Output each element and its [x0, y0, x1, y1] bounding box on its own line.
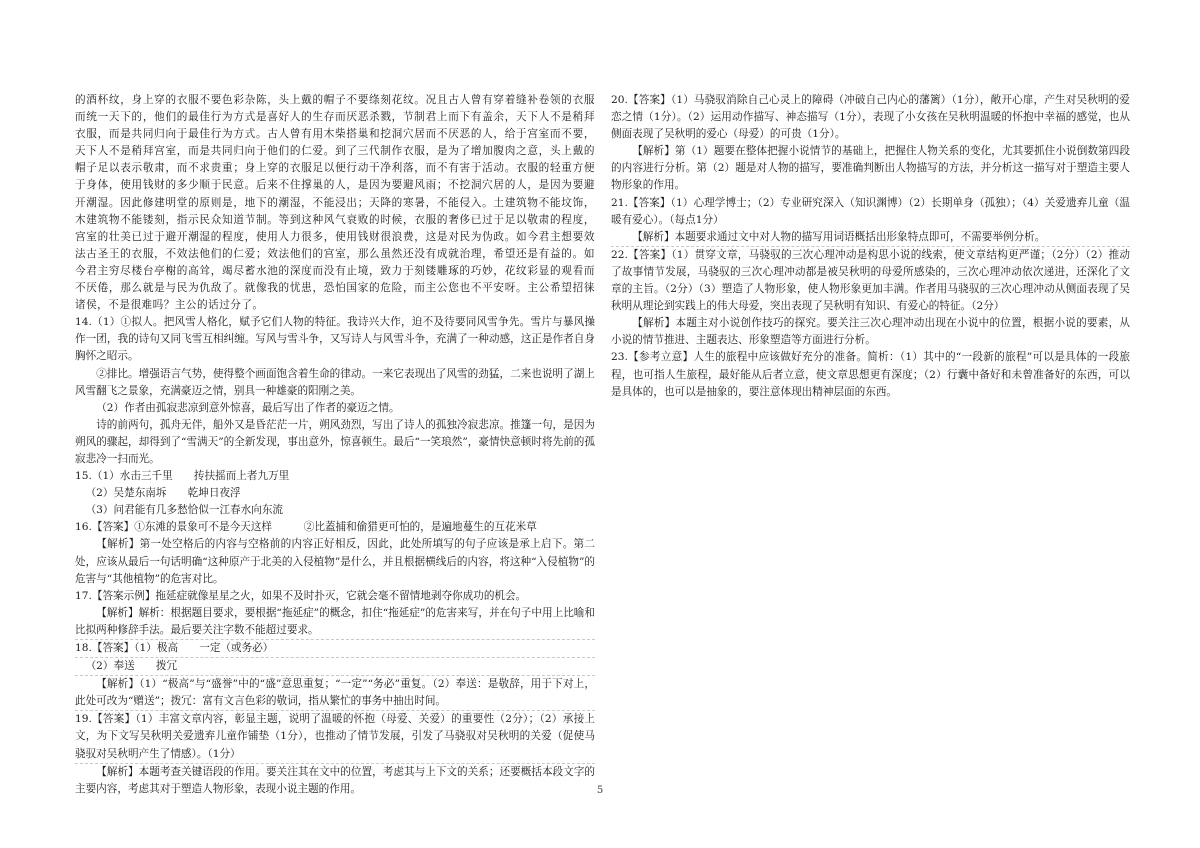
page-number: 5 [596, 785, 604, 796]
answer-14-item-1: 14.（1）①拟人。把风雪人格化，赋予它们人物的特征。我诗兴大作，迫不及待要同风雪争先。雪片与暴风操作一团，我的诗句又同飞雪互相纠缠。写风与雪斗争，又写诗人与风雪斗争，充满了一种动感，这正是作者自身胸怀之昭示。 [75, 316, 595, 363]
left-column [75, 92, 595, 798]
analysis-22: 【解析】本题主对小说创作技巧的探究。要关注三次心理冲动出现在小说中的位置，根据小说的要素，从小说的情节推进、主题表达、形象塑造等方面进行分析。 [611, 317, 1130, 347]
analysis-19: 【解析】本题考查关键语段的作用。要关注其在文中的位置，考虑其与上下文的关系；还要概括本段文字的主要内容，考虑其对于塑造人物形象，表现小说主题的作用。 [75, 765, 595, 795]
answer-21: 21.【答案】（1）心理学博士；（2）专业研究深入（知识渊博）（2）长期单身（孤独）；（4）关爱遗弃儿童（温暖有爱心）。（每点1分） [611, 196, 1130, 226]
answer-18-part-1: 18.【答案】（1）极高 一定（或务必） [75, 640, 595, 658]
answer-19: 19.【答案】（1）丰富文章内容，彰显主题，说明了温暖的怀抱（母爱、关爱）的重要性（2分）；（2）承接上文，为下文写吴秋明关爱遗弃儿童作铺垫（1分），也推动了情节发展，引发了马骁驭对吴秋明的关爱（促使马骁驭对吴秋明产生了情感）。（1分） [75, 711, 595, 763]
answer-22: 22.【答案】（1）贯穿文章，马骁驭的三次心理冲动是构思小说的线索，使文章结构更严谨；（2分）（2）推动了故事情节发展，马骁驭的三次心理冲动都是被吴秋明的母爱所感染的，三次心理冲动依次递进，还深化了文章的主旨。（2分）（3）塑造了人物形象，使人物形象更加丰满。作者用马骁驭的三次心理冲动从侧面表现了吴秋明从理论到实践上的伟大母爱，突出表现了吴秋明有知识、有爱心的特征。（2分） [611, 248, 1130, 313]
answer-14-part-2: （2）作者由孤寂悲凉到意外惊喜，最后写出了作者的豪迈之情。 [96, 401, 400, 414]
answer-14-analysis: 诗的前两句，孤舟无伴，船外又是昏茫茫一片，朔风劲烈，写出了诗人的孤独冷寂悲凉。推篷一句，是因为朔风的骤起，却得到了“雪满天”的全新发现，事出意外，惊喜顿生。最后“一笑琅然”，豪情快意顿时将先前的孤寂悲冷一扫而光。 [75, 418, 595, 465]
answer-16: 16.【答案】①东滩的景象可不是今天这样 ②比蓋捕和偷猎更可怕的，是遍地蔓生的互花米草 [75, 521, 537, 534]
answer-15-item-3: （3）问君能有几多愁恰似一江春水向东流 [85, 504, 284, 517]
answer-14-item-2: ②排比。增强语言气势，使得整个画面饱含着生命的律动。一来它表现出了风雪的劲猛，二来也说明了湖上风雪翻飞之景象，充满豪迈之情，别具一种雄豪的阳刚之美。 [75, 367, 595, 397]
answer-20: 20.【答案】（1）马骁驭消除自己心灵上的障碍（冲破自己内心的藩篱）（1分），敞开心扉，产生对吴秋明的爱恋之情（1分）。（2）运用动作描写、神态描写（1分），表现了小女孩在吴秋明温暖的怀抱中幸福的感觉，也从侧面表现了吴秋明的爱心（母爱）的可贵（1分）。 [611, 94, 1130, 141]
analysis-18: 【解析】（1）“极高”与“盛誉”中的“盛”意思重复；“一定”“务必”重复。（2）奉送：是敬辞，用于下对上，此处可改为“赠送”；拨冗：富有文言色彩的敬词，指从繁忙的事务中抽出时间。 [75, 676, 595, 711]
answer-15-item-2: （2）吴楚东南坼 乾坤日夜浮 [85, 487, 241, 500]
translation-paragraph: 的酒杯纹，身上穿的衣服不要色彩杂陈，头上戴的帽子不要绦刻花纹。况且古人曾有穿着缝补卷领的衣服而统一天下的，他们的最佳行为方式是喜好人的生存而厌恶杀戮，节制君上而下有盖余，天下人不是稍拜衣服，而是共同归向于最佳行为方式。古人曾有用木柴搭巢和挖洞穴居而不厌恶的人，给于宫室而不要，天下人不是稍拜宫室，而是共同归向于他们的仁爱。到了三代制作衣服，是为了增加腹肉之意，头上戴的帽子足以表示敬肃，而不求贵重；身上穿的衣服足以便行动干净利落，而不有害于活动。衣服的轻重方便于身体，使用钱财的多少顺于民意。后来不住撑巢的人，是因为要避风雨；不挖洞穴居的人，是因为要避开潮湿。因此修建明堂的原则是，地下的潮湿，不能浸出；天降的寒暑，不能侵入。土建筑物不能坟饰，木建筑物不能镂刻，指示民众知道节制。等到这种风气衰败的时候，衣服的奢侈已过于足以敬肃的程度，宫室的壮美已过于避开潮湿的程度，使用人力很多，使用钱财很浪费，这是对民为伪政。如今君主想要效法古圣王的衣服，不效法他们的仁爱；效法他们的宫室，那么虽然还没有成就治理，希望还是有益的。如今君主穷尽楼台亭榭的高耸，竭尽蓄水池的深度而没有止境，致力于刻镂雕琢的巧妙，花纹彩显的观看而不厌倦，那么就是与民为仇敌了。就像我的忧患，恐怕国家的危险，而主公您也不平安呀。主公希望招徕诸侯，不是很难吗？主公的话过分了。 [75, 94, 595, 312]
right-column [611, 92, 1130, 401]
answer-15-item-1: 15.（1）水击三千里 抟扶摇而上者九万里 [75, 470, 290, 483]
analysis-21: 【解析】本题要求通过文中对人物的描写用词语概括出形象特点即可，不需要举例分析。 [611, 229, 1130, 247]
analysis-17: 【解析】解析：根据题目要求，要根据“拖延症”的概念，扣住“拖延症”的危害来写，并在句子中用上比喻和比拟两种修辞手法。最后要关注字数不能超过要求。 [75, 605, 595, 640]
answer-18-part-2: （2）奉送 拨冗 [75, 658, 595, 676]
answer-17: 17.【答案示例】拖延症就像星星之火，如果不及时扑灭，它就会毫不留情地剥夺你成功的机会。 [75, 589, 527, 602]
analysis-16: 【解析】第一处空格后的内容与空格前的内容正好相反，因此，此处所填写的句子应该是承上启下。第二处，应该从最后一句话明确“这种原产于北美的入侵植物”是什么，并且根据横线后的内容，将这种“入侵植物”的危害与“其他植物”的危害对比。 [75, 538, 595, 585]
analysis-20: 【解析】第（1）题要在整体把握小说情节的基础上，把握住人物关系的变化，尤其要抓住小说倒数第四段的内容进行分析。第（2）题是对人物的描写，要准确判断出人物描写的方法，并分析这一描写对于塑造主要人物形象的作用。 [611, 145, 1130, 192]
answer-23: 23.【参考立意】人生的旅程中应该做好充分的准备。简析：（1）其中的“一段新的旅程”可以是具体的一段旅程，也可指人生旅程，最好能从后者立意，使文章思想更有深度；（2）行囊中备好和未曾准备好的东西，可以是具体的，也可以是抽象的，要注意体现出精神层面的东西。 [611, 351, 1130, 398]
